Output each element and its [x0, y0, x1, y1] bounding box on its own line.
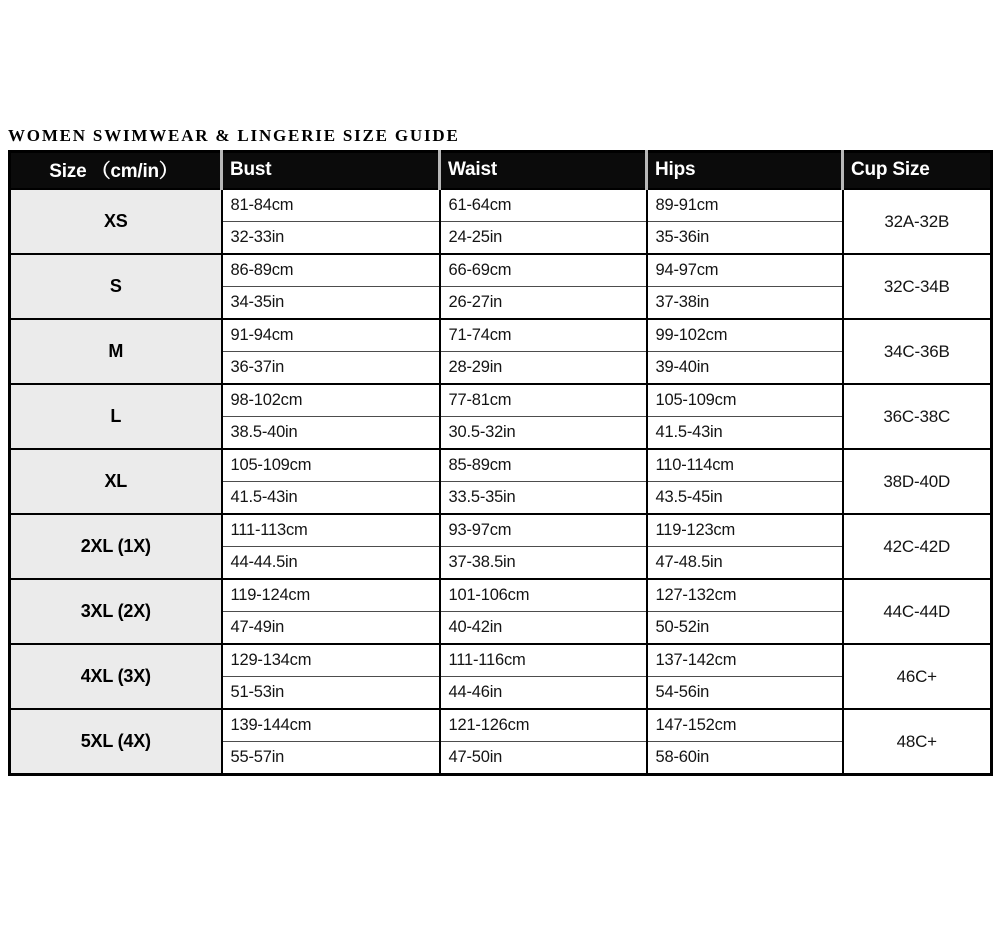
table-header	[10, 152, 992, 190]
waist-in-value: 24-25in	[440, 222, 647, 255]
size-label: XL	[10, 449, 222, 514]
bust-cm-value: 111-113cm	[222, 514, 440, 547]
size-label: 2XL (1X)	[10, 514, 222, 579]
hips-cm-value: 137-142cm	[647, 644, 843, 677]
waist-cm-value: 121-126cm	[440, 709, 647, 742]
hips-in-value: 58-60in	[647, 742, 843, 775]
bust-cm-value: 86-89cm	[222, 254, 440, 287]
table-row-cm	[10, 319, 992, 352]
cup-size-value: 44C-44D	[843, 579, 992, 644]
table-row-cm	[10, 189, 992, 222]
bust-in-value: 55-57in	[222, 742, 440, 775]
hips-in-value: 37-38in	[647, 287, 843, 320]
size-guide-table	[8, 150, 993, 776]
table-row-cm	[10, 644, 992, 677]
bust-in-value: 47-49in	[222, 612, 440, 645]
hips-cm-value: 119-123cm	[647, 514, 843, 547]
page-title: WOMEN SWIMWEAR & LINGERIE SIZE GUIDE	[8, 126, 460, 145]
table-row-cm	[10, 254, 992, 287]
waist-cm-value: 77-81cm	[440, 384, 647, 417]
hips-in-value: 54-56in	[647, 677, 843, 710]
waist-in-value: 37-38.5in	[440, 547, 647, 580]
size-label: 4XL (3X)	[10, 644, 222, 709]
hips-in-value: 39-40in	[647, 352, 843, 385]
bust-in-value: 38.5-40in	[222, 417, 440, 450]
size-label: M	[10, 319, 222, 384]
waist-in-value: 30.5-32in	[440, 417, 647, 450]
size-label: S	[10, 254, 222, 319]
cup-size-value: 36C-38C	[843, 384, 992, 449]
table-row-cm	[10, 709, 992, 742]
waist-cm-value: 61-64cm	[440, 189, 647, 222]
hips-in-value: 35-36in	[647, 222, 843, 255]
bust-in-value: 41.5-43in	[222, 482, 440, 515]
waist-in-value: 40-42in	[440, 612, 647, 645]
cup-size-value: 32A-32B	[843, 189, 992, 254]
bust-cm-value: 129-134cm	[222, 644, 440, 677]
column-header-hips: Hips	[647, 152, 843, 190]
bust-cm-value: 81-84cm	[222, 189, 440, 222]
size-label: 5XL (4X)	[10, 709, 222, 775]
bust-in-value: 34-35in	[222, 287, 440, 320]
column-header-waist: Waist	[440, 152, 647, 190]
bust-in-value: 36-37in	[222, 352, 440, 385]
column-header-size: Size （cm/in）	[10, 152, 222, 190]
size-label: L	[10, 384, 222, 449]
waist-cm-value: 71-74cm	[440, 319, 647, 352]
waist-cm-value: 101-106cm	[440, 579, 647, 612]
cup-size-value: 38D-40D	[843, 449, 992, 514]
waist-cm-value: 66-69cm	[440, 254, 647, 287]
column-header-cup-size: Cup Size	[843, 152, 992, 190]
hips-cm-value: 147-152cm	[647, 709, 843, 742]
hips-cm-value: 89-91cm	[647, 189, 843, 222]
header-row	[10, 152, 992, 190]
waist-in-value: 28-29in	[440, 352, 647, 385]
table-body	[10, 189, 992, 775]
table-row-cm	[10, 449, 992, 482]
cup-size-value: 46C+	[843, 644, 992, 709]
table-row-cm	[10, 384, 992, 417]
cup-size-value: 48C+	[843, 709, 992, 775]
bust-cm-value: 105-109cm	[222, 449, 440, 482]
bust-cm-value: 139-144cm	[222, 709, 440, 742]
waist-in-value: 33.5-35in	[440, 482, 647, 515]
hips-cm-value: 127-132cm	[647, 579, 843, 612]
bust-cm-value: 91-94cm	[222, 319, 440, 352]
hips-cm-value: 99-102cm	[647, 319, 843, 352]
hips-cm-value: 94-97cm	[647, 254, 843, 287]
size-label: 3XL (2X)	[10, 579, 222, 644]
bust-in-value: 51-53in	[222, 677, 440, 710]
waist-cm-value: 111-116cm	[440, 644, 647, 677]
waist-in-value: 47-50in	[440, 742, 647, 775]
waist-cm-value: 93-97cm	[440, 514, 647, 547]
hips-cm-value: 110-114cm	[647, 449, 843, 482]
bust-cm-value: 98-102cm	[222, 384, 440, 417]
table-row-cm	[10, 579, 992, 612]
hips-cm-value: 105-109cm	[647, 384, 843, 417]
bust-in-value: 32-33in	[222, 222, 440, 255]
hips-in-value: 41.5-43in	[647, 417, 843, 450]
bust-in-value: 44-44.5in	[222, 547, 440, 580]
waist-in-value: 44-46in	[440, 677, 647, 710]
cup-size-value: 34C-36B	[843, 319, 992, 384]
cup-size-value: 42C-42D	[843, 514, 992, 579]
waist-in-value: 26-27in	[440, 287, 647, 320]
hips-in-value: 50-52in	[647, 612, 843, 645]
table-row-cm	[10, 514, 992, 547]
waist-cm-value: 85-89cm	[440, 449, 647, 482]
hips-in-value: 47-48.5in	[647, 547, 843, 580]
size-label: XS	[10, 189, 222, 254]
hips-in-value: 43.5-45in	[647, 482, 843, 515]
column-header-bust: Bust	[222, 152, 440, 190]
bust-cm-value: 119-124cm	[222, 579, 440, 612]
cup-size-value: 32C-34B	[843, 254, 992, 319]
